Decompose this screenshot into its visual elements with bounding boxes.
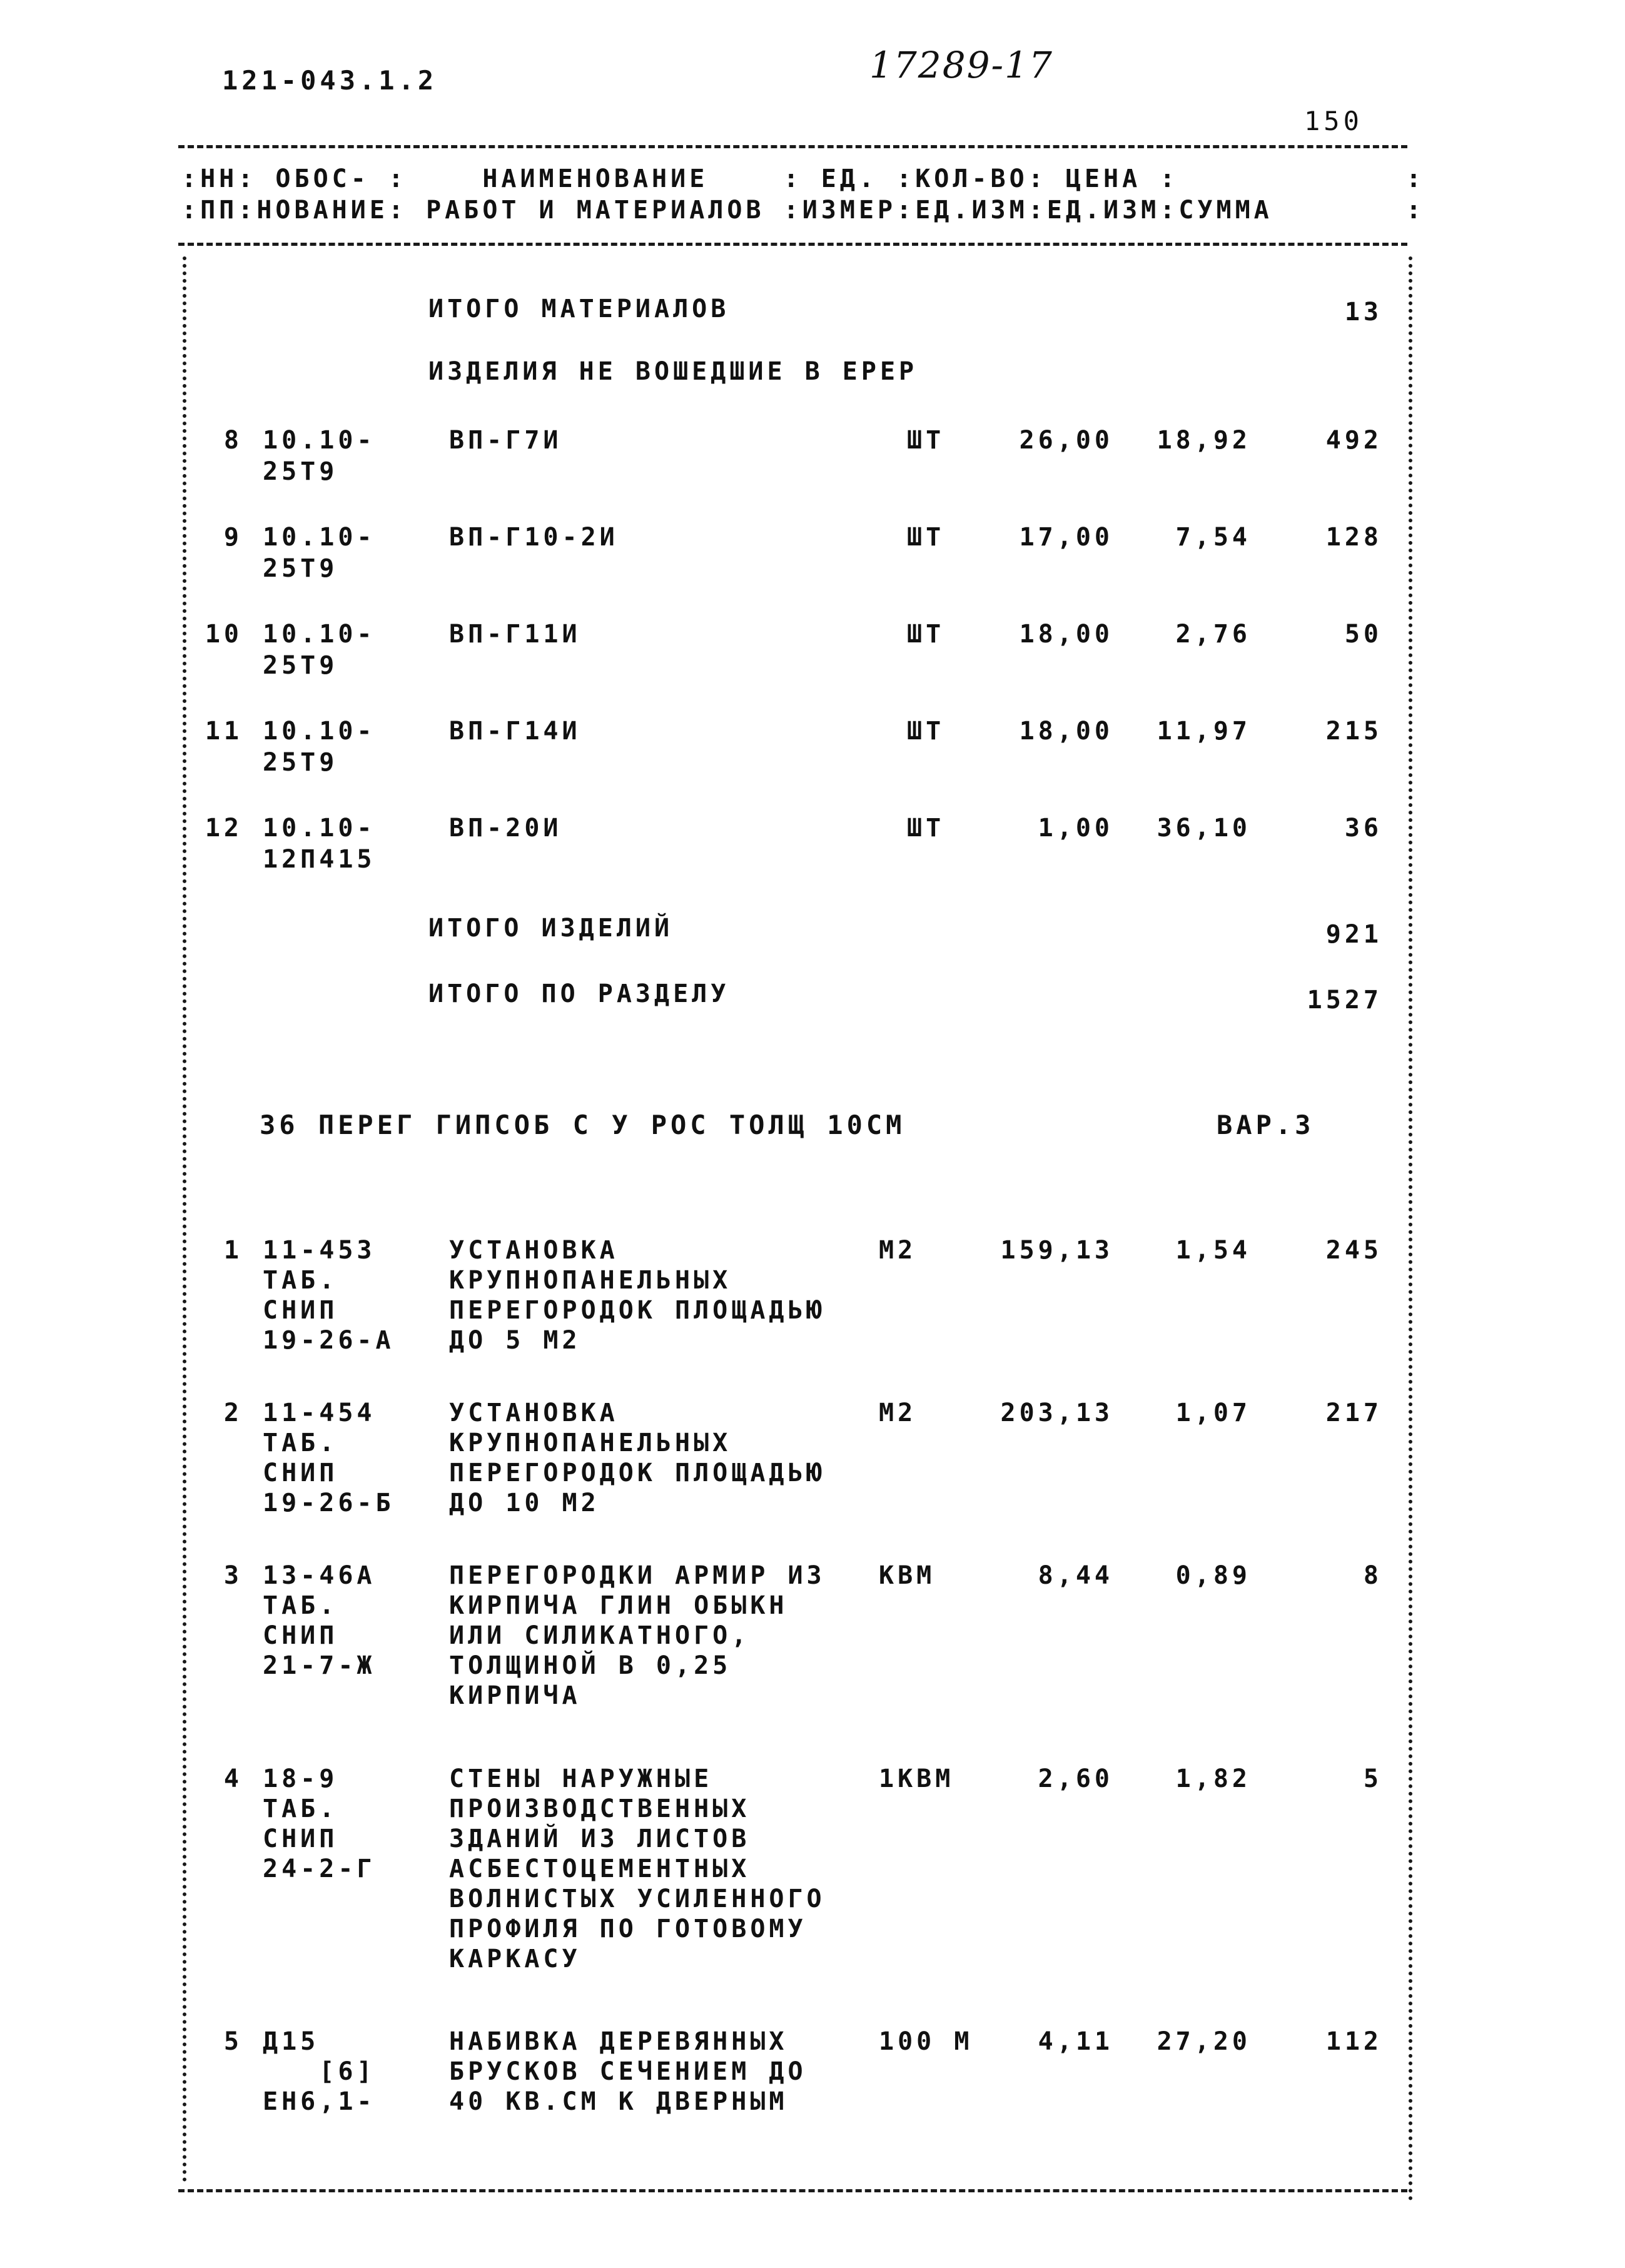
row-quantity: 203,13 <box>1000 1399 1113 1427</box>
row-number: 4 <box>223 1764 243 1793</box>
products-heading: ИЗДЕЛИЯ НЕ ВОШЕДШИЕ В ЕРЕР <box>428 357 918 386</box>
section-variant: ВАР.3 <box>1217 1110 1315 1140</box>
row-name: ВП-Г11И <box>449 620 581 649</box>
row-name: УСТАНОВКА КРУПНОПАНЕЛЬНЫХ ПЕРЕГОРОДОК ПЛОЩАДЬЮ ДО 10 М2 <box>449 1399 826 1517</box>
row-sum: 245 <box>1325 1236 1382 1265</box>
total-materials-label: ИТОГО МАТЕРИАЛОВ <box>428 295 730 323</box>
row-basis-line-2: 25Т9 <box>263 651 338 680</box>
row-unit: ШТ <box>907 814 945 843</box>
row-price: 2,76 <box>1175 620 1251 649</box>
row-sum: 50 <box>1344 620 1382 649</box>
left-border <box>183 256 186 2183</box>
row-unit: М2 <box>879 1399 917 1427</box>
row-name: ВП-Г7И <box>449 426 562 455</box>
row-sum: 112 <box>1325 2027 1382 2056</box>
row-name: НАБИВКА ДЕРЕВЯННЫХ БРУСКОВ СЕЧЕНИЕМ ДО 40 КВ.СМ К ДВЕРНЫМ <box>449 2027 807 2116</box>
row-quantity: 17,00 <box>1019 523 1113 552</box>
row-sum: 8 <box>1363 1561 1382 1590</box>
row-sum: 492 <box>1325 426 1382 455</box>
row-number: 3 <box>223 1561 243 1590</box>
row-price: 11,97 <box>1157 717 1251 746</box>
row-number: 9 <box>223 523 243 552</box>
row-unit: ШТ <box>907 426 945 455</box>
row-sum: 36 <box>1344 814 1382 843</box>
row-unit: ШТ <box>907 717 945 746</box>
row-name: УСТАНОВКА КРУПНОПАНЕЛЬНЫХ ПЕРЕГОРОДОК ПЛОЩАДЬЮ ДО 5 М2 <box>449 1236 826 1355</box>
header-line-2: :ПП:НОВАНИЕ: РАБОТ И МАТЕРИАЛОВ :ИЗМЕР:ЕД.ИЗМ:ЕД.ИЗМ:СУММА <box>181 196 1273 225</box>
row-name: СТЕНЫ НАРУЖНЫЕ ПРОИЗВОДСТВЕННЫХ ЗДАНИЙ ИЗ ЛИСТОВ АСБЕСТОЦЕМЕНТНЫХ ВОЛНИСТЫХ УСИЛЕННОГО ПРОФИЛЯ ПО ГОТОВОМУ КАРКАСУ <box>449 1764 826 1973</box>
row-name: ВП-Г10-2И <box>449 523 619 552</box>
document-code: 121-043.1.2 <box>222 65 438 96</box>
header-colon-right-2: : <box>1406 196 1425 225</box>
row-unit: КВМ <box>879 1561 936 1590</box>
row-basis-line-1: 10.10- <box>263 426 376 455</box>
row-sum: 128 <box>1325 523 1382 552</box>
row-price: 36,10 <box>1157 814 1251 843</box>
row-sum: 215 <box>1325 717 1382 746</box>
total-products-label: ИТОГО ИЗДЕЛИЙ <box>428 914 674 943</box>
row-quantity: 18,00 <box>1019 620 1113 649</box>
row-price: 27,20 <box>1157 2027 1251 2056</box>
row-price: 7,54 <box>1175 523 1251 552</box>
row-unit: ШТ <box>907 620 945 649</box>
row-quantity: 159,13 <box>1000 1236 1113 1265</box>
row-basis-line-2: 25Т9 <box>263 457 338 486</box>
row-basis-line-2: 25Т9 <box>263 554 338 583</box>
header-bottom-rule <box>178 243 1407 246</box>
row-name: ПЕРЕГОРОДКИ АРМИР ИЗ КИРПИЧА ГЛИН ОБЫКН ИЛИ СИЛИКАТНОГО, ТОЛЩИНОЙ В 0,25 КИРПИЧА <box>449 1561 826 1710</box>
header-top-rule <box>178 145 1407 148</box>
page-number: 150 <box>1304 106 1363 136</box>
row-number: 12 <box>205 814 243 843</box>
row-basis-line-1: 10.10- <box>263 814 376 843</box>
row-price: 0,89 <box>1175 1561 1251 1590</box>
row-unit: 100 М <box>879 2027 973 2056</box>
row-number: 5 <box>223 2027 243 2056</box>
row-basis: 11-453 ТАБ. СНИП 19-26-А <box>263 1236 395 1355</box>
section-title: 36 ПЕРЕГ ГИПСОБ С У РОС ТОЛЩ 10СМ <box>260 1110 906 1140</box>
total-section-label: ИТОГО ПО РАЗДЕЛУ <box>428 980 730 1008</box>
row-name: ВП-20И <box>449 814 562 843</box>
row-price: 1,07 <box>1175 1399 1251 1427</box>
row-basis: 18-9 ТАБ. СНИП 24-2-Г <box>263 1764 376 1883</box>
total-section-sum: 1527 <box>1307 986 1382 1015</box>
row-number: 11 <box>205 717 243 746</box>
row-basis-line-1: 10.10- <box>263 717 376 746</box>
row-price: 1,82 <box>1175 1764 1251 1793</box>
row-quantity: 8,44 <box>1038 1561 1113 1590</box>
row-unit: 1КВМ <box>879 1764 954 1793</box>
row-number: 8 <box>223 426 243 455</box>
row-price: 18,92 <box>1157 426 1251 455</box>
row-quantity: 4,11 <box>1038 2027 1113 2056</box>
sheet-number-handwritten: 17289-17 <box>869 44 1053 86</box>
row-unit: ШТ <box>907 523 945 552</box>
row-quantity: 26,00 <box>1019 426 1113 455</box>
row-quantity: 2,60 <box>1038 1764 1113 1793</box>
row-basis-line-1: 10.10- <box>263 523 376 552</box>
row-name: ВП-Г14И <box>449 717 581 746</box>
row-quantity: 1,00 <box>1038 814 1113 843</box>
right-border <box>1409 256 1412 2202</box>
row-quantity: 18,00 <box>1019 717 1113 746</box>
row-number: 10 <box>205 620 243 649</box>
row-number: 2 <box>223 1399 243 1427</box>
row-sum: 217 <box>1325 1399 1382 1427</box>
total-materials-sum: 13 <box>1344 298 1382 327</box>
row-basis: Д15 [6] ЕН6,1- <box>263 2027 376 2116</box>
table-bottom-rule <box>178 2189 1407 2192</box>
row-basis: 13-46А ТАБ. СНИП 21-7-Ж <box>263 1561 376 1680</box>
row-sum: 5 <box>1363 1764 1382 1793</box>
row-basis-line-2: 25Т9 <box>263 748 338 777</box>
row-price: 1,54 <box>1175 1236 1251 1265</box>
row-basis-line-2: 12П415 <box>263 845 376 874</box>
total-products-sum: 921 <box>1325 920 1382 949</box>
row-number: 1 <box>223 1236 243 1265</box>
row-basis: 11-454 ТАБ. СНИП 19-26-Б <box>263 1399 395 1517</box>
row-basis-line-1: 10.10- <box>263 620 376 649</box>
header-line-1: :НН: ОБОС- : НАИМЕНОВАНИЕ : ЕД. :КОЛ-ВО: ЦЕНА : <box>181 165 1179 193</box>
row-unit: М2 <box>879 1236 917 1265</box>
header-colon-right-1: : <box>1406 165 1425 193</box>
